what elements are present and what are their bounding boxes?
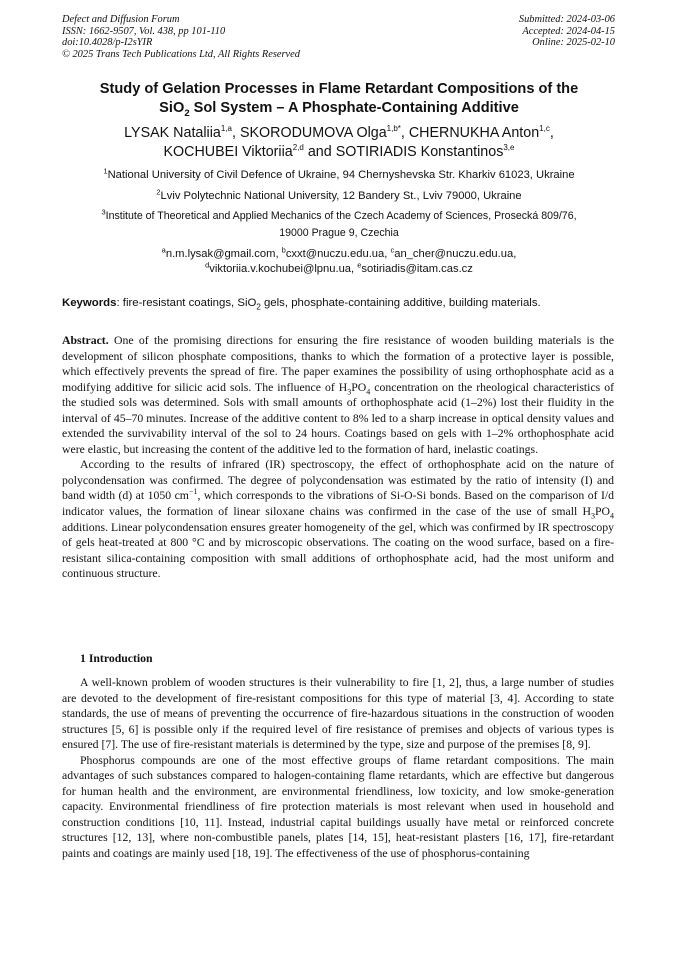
author-name: CHERNUKHA Anton [408,125,540,141]
title-line-2: SiO$_2$ Sol System – A Phosphate-Containing Additive [159,100,519,119]
journal-name: Defect and Diffusion Forum [62,14,180,25]
email-link[interactable]: sotiriadis@itam.cas.cz [361,262,473,275]
affiliation-3: $^3$Institute of Theoretical and Applied Mechanics of the Czech Academy of Sciences, Prosecká 809/76, 19000 Prague 9, Czechia [101,207,577,239]
paper-title [40,80,638,118]
email-link[interactable]: an_cher@nuczu.edu.ua [394,248,514,260]
email-link[interactable]: cxxt@nuczu.edu.ua [285,248,385,260]
abstract-paragraph-1: Abstract. One of the promising directions for ensuring the fire resistance of wooden building materials is the development of silicon phosphate compositions, thanks to which the formation of a protective layer is possible, which effectively prevents the spread of fire. The paper examines the possibility of using orthophosphate acid as a modifying additive for silicic acid sols. The influence of $H_3PO_4$ concentration on the rheological characteristics of the studied sols was determined. Sols with small amounts of orthophosphate acid (1–2%) lost their fluidity in the interval of 45–70 minutes. Increase of the additive content to 8% led to a sharp increase in optical density values and extended the survivability interval of the sol to 24 hours. Coatings based on gels with 1–2% orthophosphate acid were elastic, but increasing the content of the additive led to the formation of hard, inelastic coatings. [62,334,615,456]
journal-header [62,14,300,60]
doi-line[interactable]: doi:10.4028/p-I2sYIR [62,37,153,49]
affiliation-1: $^1$National University of Civil Defence of Ukraine, 94 Chernyshevska Str. Kharkiv 61023, Ukraine [103,166,575,181]
section-heading-introduction: 1 Introduction [80,652,153,665]
online-date: Online: 2025-02-10 [532,37,615,49]
abstract [62,333,614,582]
abstract-label: Abstract. [62,334,109,347]
email-link[interactable]: viktoriia.v.kochubei@lpnu.ua [209,262,352,275]
copyright-line: © 2025 Trans Tech Publications Ltd, All Rights Reserved [62,48,300,60]
author-name: KOCHUBEI Viktoriia [163,144,293,160]
accepted-date: Accepted: 2024-04-15 [522,25,615,37]
author-name: SOTIRIADIS Konstantinos [335,144,504,160]
abstract-paragraph-2: According to the results of infrared (IR) spectroscopy, the effect of orthophosphate acid on the nature of polycondensation was confirmed. The degree of polycondensation was estimated by the ratio of intensity (I) and band width (d) at 1050 $cm^{-1}$, which corresponds to the vibrations of Si-O-Si bonds. Based on the comparison of I/d indicator values, the formation of linear siloxane chains was confirmed in the case of the use of small $H_3PO_4$ additions. Linear polycondensation ensures greater homogeneity of the gel, which was confirmed by IR spectroscopy of gels heat-treated at 800 °C and by microscopic observations. The coating on the wood surface, based on a fire-resistant silica-containing composition with small additions of orthophosphate acid, had the most uniform and continuous structure. [62,458,615,581]
intro-paragraph-2: Phosphorus compounds are one of the most effective groups of flame retardant compositions. The main advantages of such substances compared to halogen-containing flame retardants, which are effective but dangerous for human health and the environment, are environmental friendliness, low toxicity, and low smoke-generation capacity. Environmental friendliness of fire protection materials is most relevant when used in household and construction conditions [10, 11]. Instead, industrial capital buildings usually have metal or reinforced concrete structures [12, 13], where non-combustible panels, plates [14, 15], heat-resistant plasters [16, 17], fire-retardant paints and coatings are mainly used [18, 19]. The effectiveness of the use of phosphorus-containing [62,753,614,861]
title-line-1: Study of Gelation Processes in Flame Retardant Compositions of the [99,81,579,97]
keywords-label: Keywords [62,297,117,309]
author-list: LYSAK Nataliia$^{1,a}$, SKORODUMOVA Olga$^{1,b*}$, CHERNUKHA Anton$^{1,c}$, KOCHUBEI Viktoriia$^{2,d}$ and SOTIRIADIS Konstantinos$^{3,e}$ [124,124,554,160]
submitted-date: Submitted: 2024-03-06 [518,14,615,25]
issn-line: ISSN: 1662-9507, Vol. 438, pp 101-110 [62,25,226,37]
dates-header [519,14,615,49]
introduction-body [62,675,614,862]
author-name: LYSAK Nataliia [124,125,221,141]
intro-paragraph-1: A well-known problem of wooden structures is their vulnerability to fire [1, 2], thus, a large number of studies are devoted to the development of fire-resistant compositions for this type of material [3, 4]. According to state standards, the use of means of preventing the occurrence of fire-hazardous situations in the construction of wooden structures [5, 6] is possible only if the required level of fire resistance of premises and objects of various types is ensured [7]. The use of fire-resistant materials is determined by the type, size and purpose of the premises [8, 9]. [62,676,614,752]
author-name: SKORODUMOVA Olga [239,125,387,141]
keywords: Keywords: fire-resistant coatings, SiO$_2$ gels, phosphate-containing additive, building materials. [62,297,541,312]
email-link[interactable]: n.m.lysak@gmail.com [165,248,276,260]
author-emails: $^a$n.m.lysak@gmail.com, $^b$cxxt@nuczu.edu.ua, $^c$an_cher@nuczu.edu.ua, $^d$viktoriia.v.kochubei@lpnu.ua, $^e$sotiriadis@itam.cas.cz [161,245,517,275]
affiliation-2: $^2$Lviv Polytechnic National University, 12 Bandery St., Lviv 79000, Ukraine [156,187,522,202]
